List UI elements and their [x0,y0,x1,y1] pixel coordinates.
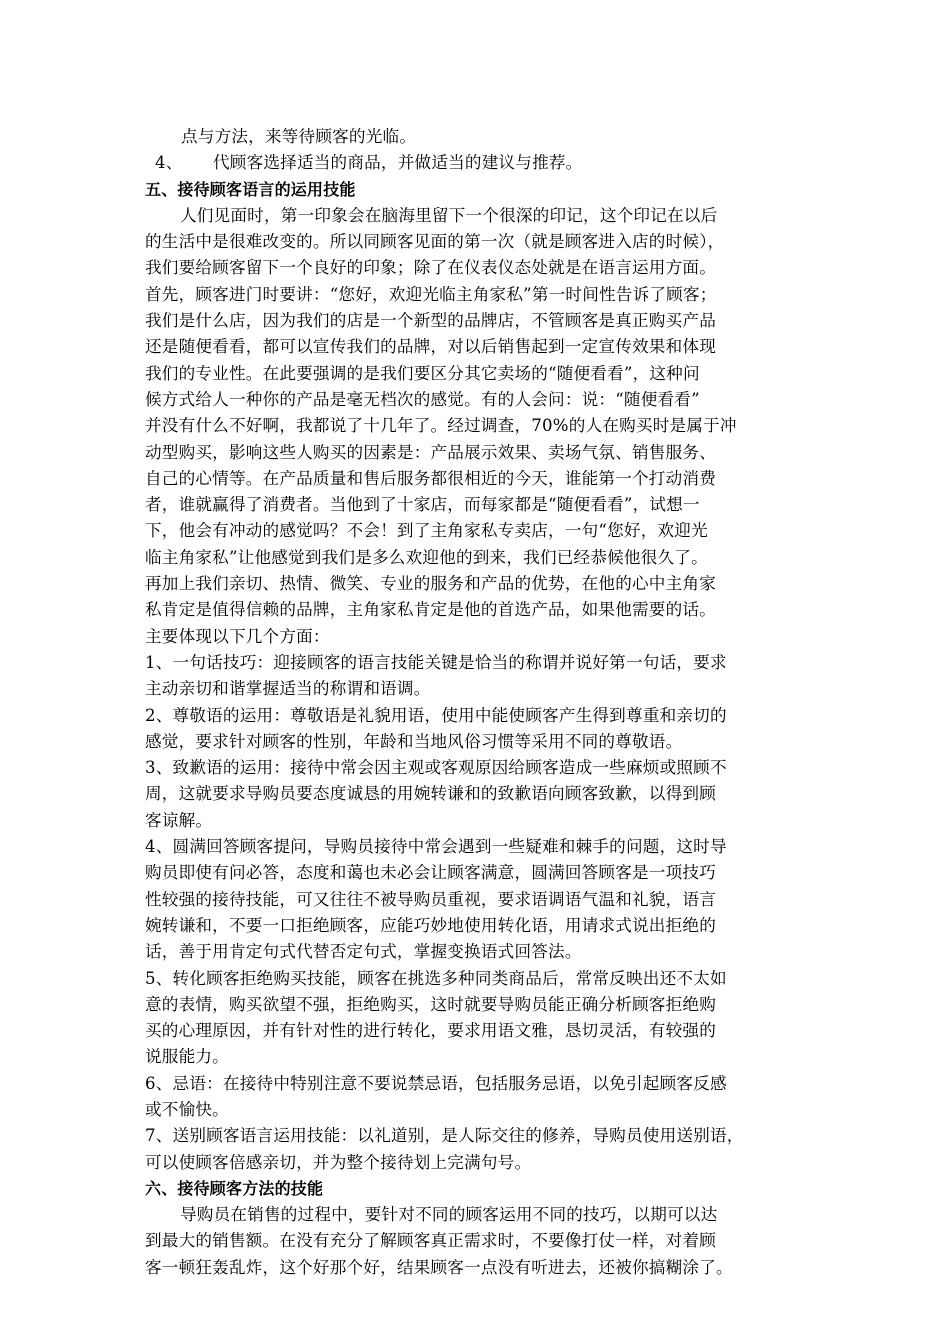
text-line: 5、转化顾客拒绝购买技能，顾客在挑选多种同类商品后，常常反映出还不太如 [145,968,727,988]
text-line: 说服能力。 [145,1047,229,1067]
text-line: 6、忌语：在接待中特别注意不要说禁忌语，包括服务忌语，以免引起顾客反感 [145,1073,727,1093]
text-line: 主要体现以下几个方面： [145,626,330,646]
text-line: 客谅解。 [145,810,213,830]
text-line: 私肯定是值得信赖的品牌，主角家私肯定是他的首选产品，如果他需要的话。 [145,600,716,620]
text-line: 并没有什么不好啊，我都说了十几年了。经过调查，70%的人在购买时是属于冲 [145,416,737,436]
text-line: 可以使顾客倍感亲切，并为整个接待划上完满句号。 [145,1152,532,1172]
text-line: 首先，顾客进门时要讲：“您好，欢迎光临主角家私”第一时间性告诉了顾客； [145,284,717,304]
text-line: 临主角家私”让他感觉到我们是多么欢迎他的到来，我们已经恭候他很久了。 [145,547,708,567]
text-line: 再加上我们亲切、热情、微笑、专业的服务和产品的优势，在他的心中主角家 [145,574,716,594]
list-item [145,150,820,176]
list-item-number: 4、 [155,153,183,173]
text-line: 买的心理原因，并有针对性的进行转化，要求用语文雅，恳切灵活，有较强的 [145,1021,716,1041]
text-line: 的生活中是很难改变的。所以同顾客见面的第一次（就是顾客进入店的时候）， [145,232,725,252]
text-line: 7、送别顾客语言运用技能：以礼道别，是人际交往的修养，导购员使用送别语， [145,1126,744,1146]
text-line: 3、致歉语的运用：接待中常会因主观或客观原因给顾客造成一些麻烦或照顾不 [145,758,727,778]
text-line: 2、尊敬语的运用：尊敬语是礼貌用语，使用中能使顾客产生得到尊重和亲切的 [145,705,727,725]
text-line: 购员即使有问必答，态度和蔼也未必会让顾客满意，圆满回答顾客是一项技巧 [145,863,716,883]
text-line: 周，这就要求导购员要态度诚恳的用婉转谦和的致歉语向顾客致歉，以得到顾 [145,784,716,804]
text-line: 婉转谦和，不要一口拒绝顾客，应能巧妙地使用转化语，用请求式说出拒绝的 [145,915,716,935]
section-heading: 五、接待顾客语言的运用技能 [145,179,356,199]
text-line: 我们是什么店，因为我们的店是一个新型的品牌店，不管顾客是真正购买产品 [145,311,716,331]
text-line: 导购员在销售的过程中，要针对不同的顾客运用不同的技巧，以期可以达 [180,1205,718,1225]
text-line: 候方式给人一种你的产品是毫无档次的感觉。有的人会问：说：“随便看看” [145,389,700,409]
text-line: 客一顿狂轰乱炸，这个好那个好，结果顾客一点没有听进去，还被你搞糊涂了。 [145,1257,733,1277]
text-line: 1、一句话技巧：迎接顾客的语言技能关键是恰当的称谓并说好第一句话，要求 [145,652,727,672]
text-line: 我们的专业性。在此要强调的是我们要区分其它卖场的“随便看看”，这种问 [145,363,700,383]
text-line: 点与方法，来等待顾客的光临。 [181,127,417,146]
text-line: 性较强的接待技能，可又往往不被导购员重视，要求语调语气温和礼貌，语言 [145,889,716,909]
text-line: 自己的心情等。在产品质量和售后服务都很相近的今天，谁能第一个打动消费 [145,468,716,488]
text-line: 还是随便看看，都可以宣传我们的品牌，对以后销售起到一定宣传效果和体现 [145,337,716,357]
section-heading: 六、接待顾客方法的技能 [145,1178,324,1198]
text-line: 主动亲切和谐掌握适当的称谓和语调。 [145,679,431,699]
text-line: 意的表情，购买欲望不强，拒绝购买，这时就要导购员能正确分析顾客拒绝购 [145,994,716,1014]
text-line: 人们见面时，第一印象会在脑海里留下一个很深的印记，这个印记在以后 [180,205,718,225]
text-line: 4、圆满回答顾客提问，导购员接待中常会遇到一些疑难和棘手的问题，这时导 [145,837,727,857]
text-line: 到最大的销售额。在没有充分了解顾客真正需求时，不要像打仗一样，对着顾 [145,1231,716,1251]
text-line: 动型购买，影响这些人购买的因素是：产品展示效果、卖场气氛、销售服务、 [145,442,716,462]
document-body [145,124,820,1281]
list-item-text: 代顾客选择适当的商品，并做适当的建议与推荐。 [213,153,583,173]
text-line: 感觉，要求针对顾客的性别，年龄和当地风俗习惯等采用不同的尊敬语。 [145,731,683,751]
text-line: 或不愉快。 [145,1099,229,1119]
text-line: 者，谁就赢得了消费者。当他到了十家店，而每家都是“随便看看”，试想一 [145,495,700,515]
text-line: 话，善于用肯定句式代替否定句式，掌握变换语式回答法。 [145,942,582,962]
text-line: 下，他会有冲动的感觉吗？不会！到了主角家私专卖店，一句“您好，欢迎光 [145,521,708,541]
text-line: 我们要给顾客留下一个良好的印象；除了在仪表仪态处就是在语言运用方面。 [145,258,716,278]
